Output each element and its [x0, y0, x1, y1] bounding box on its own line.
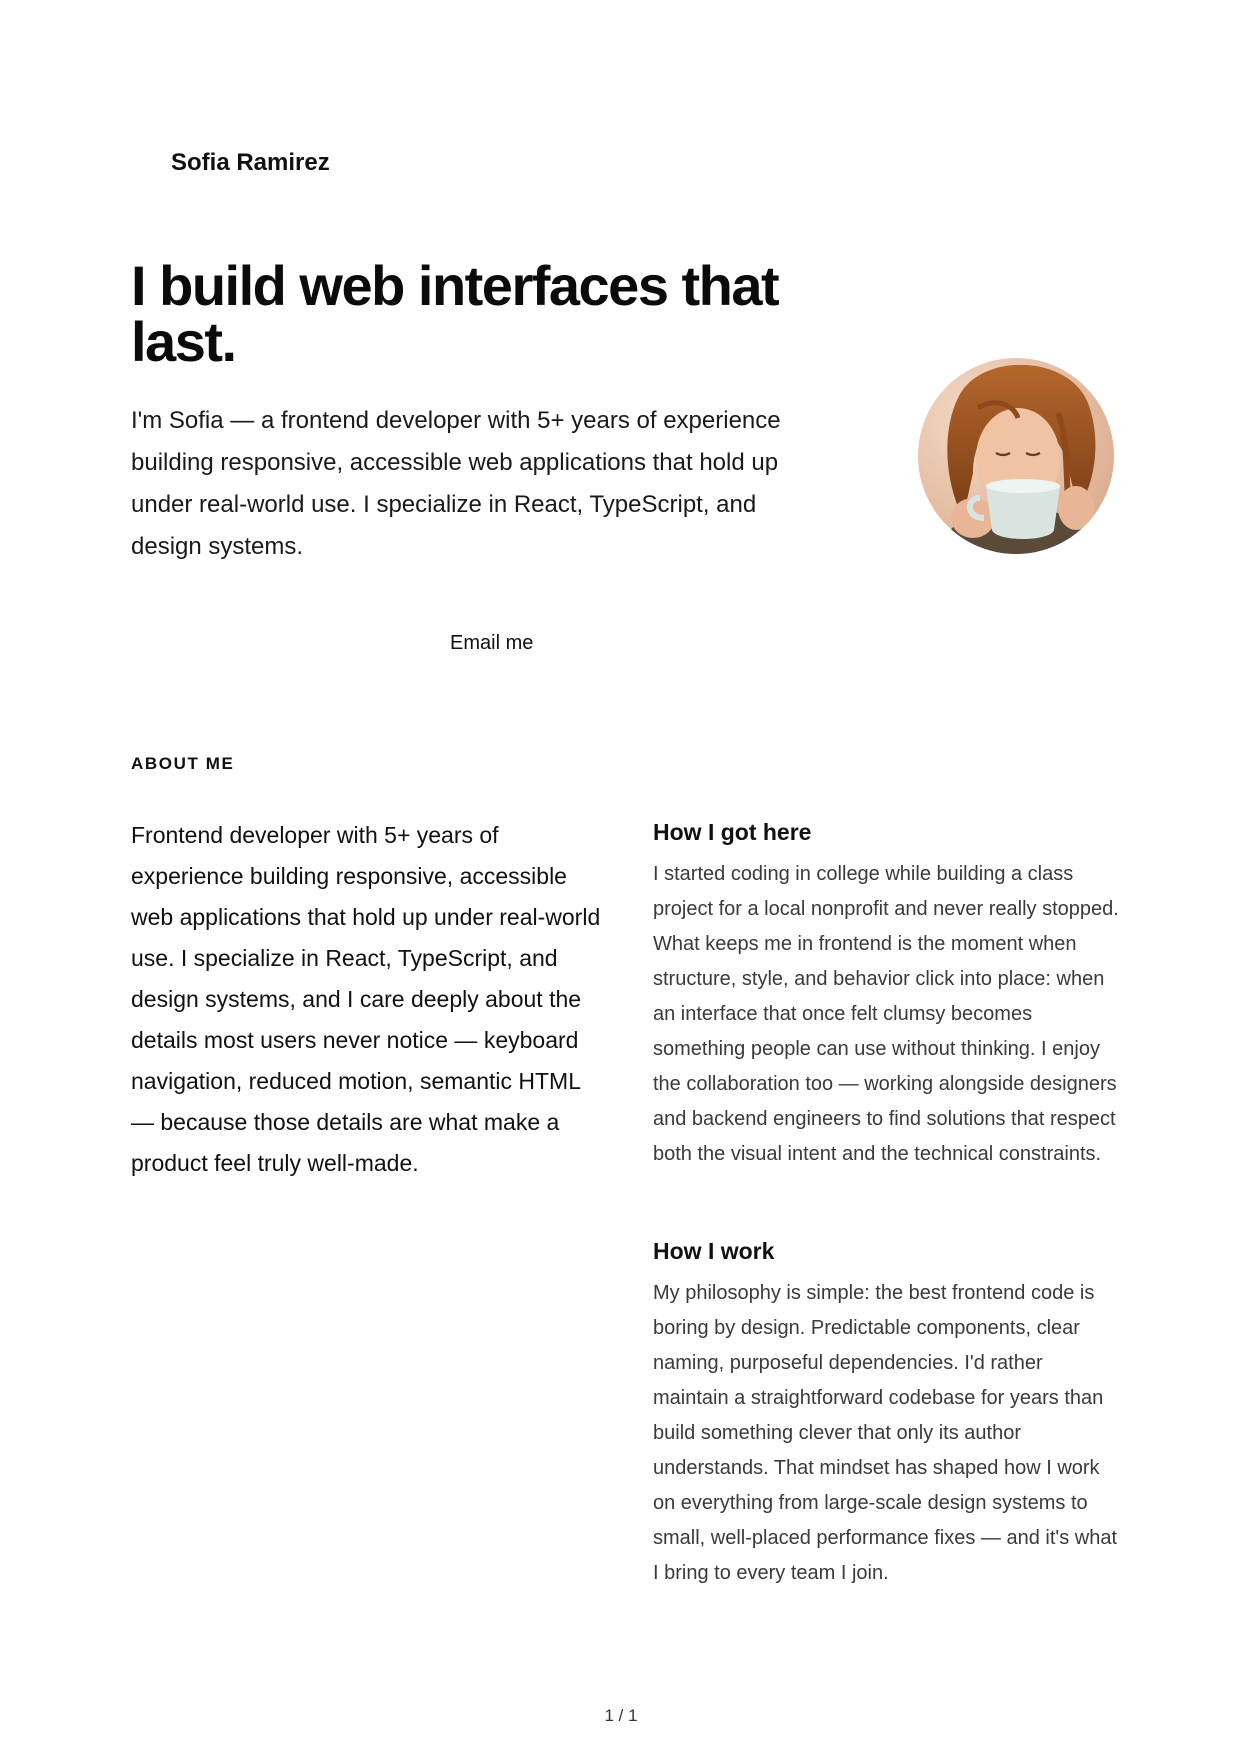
hero-title: I build web interfaces that last.: [131, 254, 779, 373]
section-label-about: ABOUT ME: [131, 754, 235, 773]
how-i-work-body: My philosophy is simple: the best frontend code is boring by design. Predictable components, clear naming, purposeful dependencies. I'd rather maintain a straightforward codebase for years than build something clever that only its author understands. That mindset has shaped how I work on everything from large-scale design systems to small, well-placed performance fixes — and it's what I bring to every team I join.: [653, 1282, 1118, 1584]
email-me-button[interactable]: Email me: [440, 624, 543, 662]
site-name[interactable]: Sofia Ramirez: [171, 149, 330, 176]
how-i-got-here-body: I started coding in college while building a class project for a local nonprofit and never really stopped. What keeps me in frontend is the moment when structure, style, and behavior click into place: when an interface that once felt clumsy becomes something people can use without thinking. I enjoy the collaboration too — working alongside designers and backend engineers to find solutions that respect both the visual intent and the technical constraints.: [653, 863, 1119, 1165]
how-i-got-here-heading: How I got here: [653, 819, 812, 845]
about-summary: Frontend developer with 5+ years of experience building responsive, accessible web applications that hold up under real-world use. I specialize in React, TypeScript, and design systems, and I care deeply about the details most users never notice — keyboard navigation, reduced motion, semantic HTML — because those details are what make a product feel truly well-made.: [131, 822, 601, 1176]
avatar: [918, 358, 1114, 554]
hero-intro: I'm Sofia — a frontend developer with 5+ years of experience building responsive, accessible web applications that hold up under real-world use. I specialize in React, TypeScript, and design systems.: [131, 407, 781, 560]
page-number: 1 / 1: [604, 1706, 638, 1725]
how-i-work-heading: How I work: [653, 1238, 775, 1264]
